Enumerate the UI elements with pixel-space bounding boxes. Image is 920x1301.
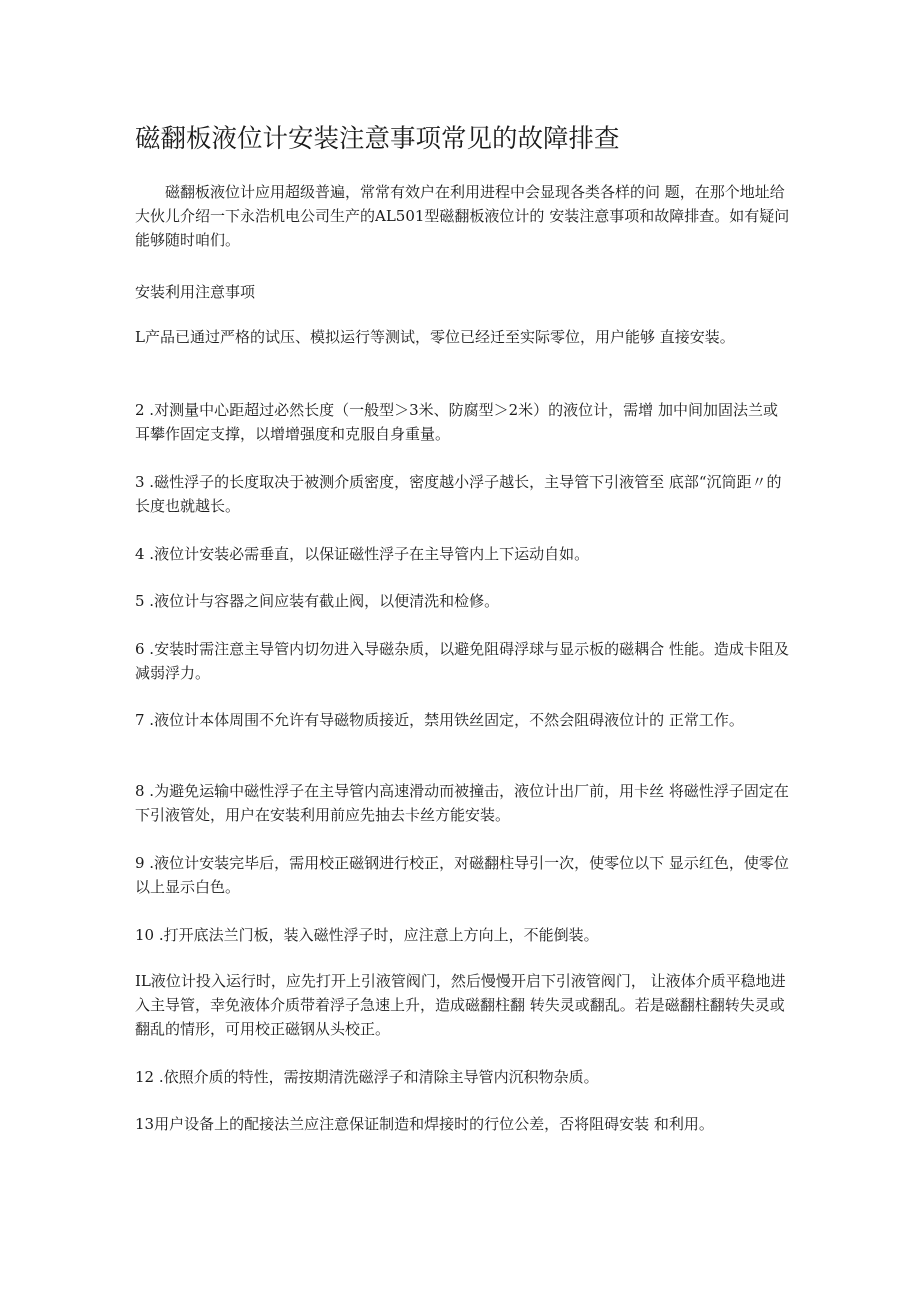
document-title: 磁翻板液位计安装注意事项常见的故障排查	[135, 124, 620, 154]
list-item-4: 4 .液位计安装必需垂直，以保证磁性浮子在主导管内上下运动自如。	[135, 545, 590, 563]
list-item-1: L产品已通过严格的试压、模拟运行等测试，零位已经迁至实际零位，用户能够 直接安装。	[135, 328, 735, 346]
list-item-7: 7 .液位计本体周围不允许有导磁物质接近，禁用铁丝固定，不然会阻碍液位计的 正常工作。	[135, 711, 744, 729]
section-heading: 安装利用注意事项	[135, 283, 256, 301]
intro-paragraph: 磁翻板液位计应用超级普遍，常常有效户在利用进程中会显现各类各样的问 题，在那个地址给大伙儿介绍一下永浩机电公司生产的AL501型磁翻板液位计的 安装注意事项和故障排查。如有疑问能够随时咱们。	[135, 183, 790, 249]
list-item-10: 10 .打开底法兰门板，装入磁性浮子时，应注意上方向上，不能倒装。	[135, 926, 599, 944]
list-item-9: 9 .液位计安装完毕后，需用校正磁钢进行校正，对磁翻柱导引一次，使零位以下 显示红色，使零位以上显示白色。	[135, 854, 789, 896]
list-item-3: 3 .磁性浮子的长度取决于被测介质密度，密度越小浮子越长，主导管下引液管至 底部“沉筒距〃的长度也就越长。	[135, 473, 782, 515]
list-item-12: 12 .依照介质的特性，需按期清洗磁浮子和清除主导管内沉积物杂质。	[135, 1068, 599, 1086]
list-item-11: IL液位计投入运行时，应先打开上引液管阀门，然后慢慢开启下引液管阀门， 让液体介质平稳地进入主导管，幸免液体介质带着浮子急速上升，造成磁翻柱翻 转失灵或翻乱。若是磁翻柱翻转失灵或翻乱的情形，可用校正磁钢从头校正。	[135, 972, 786, 1038]
list-item-13: 13用户设备上的配接法兰应注意保证制造和焊接时的行位公差，否将阻碍安装 和利用。	[135, 1115, 714, 1133]
list-item-6: 6 .安装时需注意主导管内切勿进入导磁杂质，以避免阻碍浮球与显示板的磁耦合 性能。造成卡阻及减弱浮力。	[135, 640, 789, 682]
list-item-5: 5 .液位计与容器之间应装有截止阀，以便清洗和检修。	[135, 592, 500, 610]
list-item-8: 8 .为避免运输中磁性浮子在主导管内高速滑动而被撞击，液位计出厂前，用卡丝 将磁性浮子固定在下引液管处，用户在安装利用前应先抽去卡丝方能安装。	[135, 782, 789, 824]
list-item-2: 2 .对测量中心距超过必然长度（一般型＞3米、防腐型＞2米）的液位计，需增 加中间加固法兰或耳攀作固定支撑，以增增强度和克服自身重量。	[135, 401, 778, 443]
